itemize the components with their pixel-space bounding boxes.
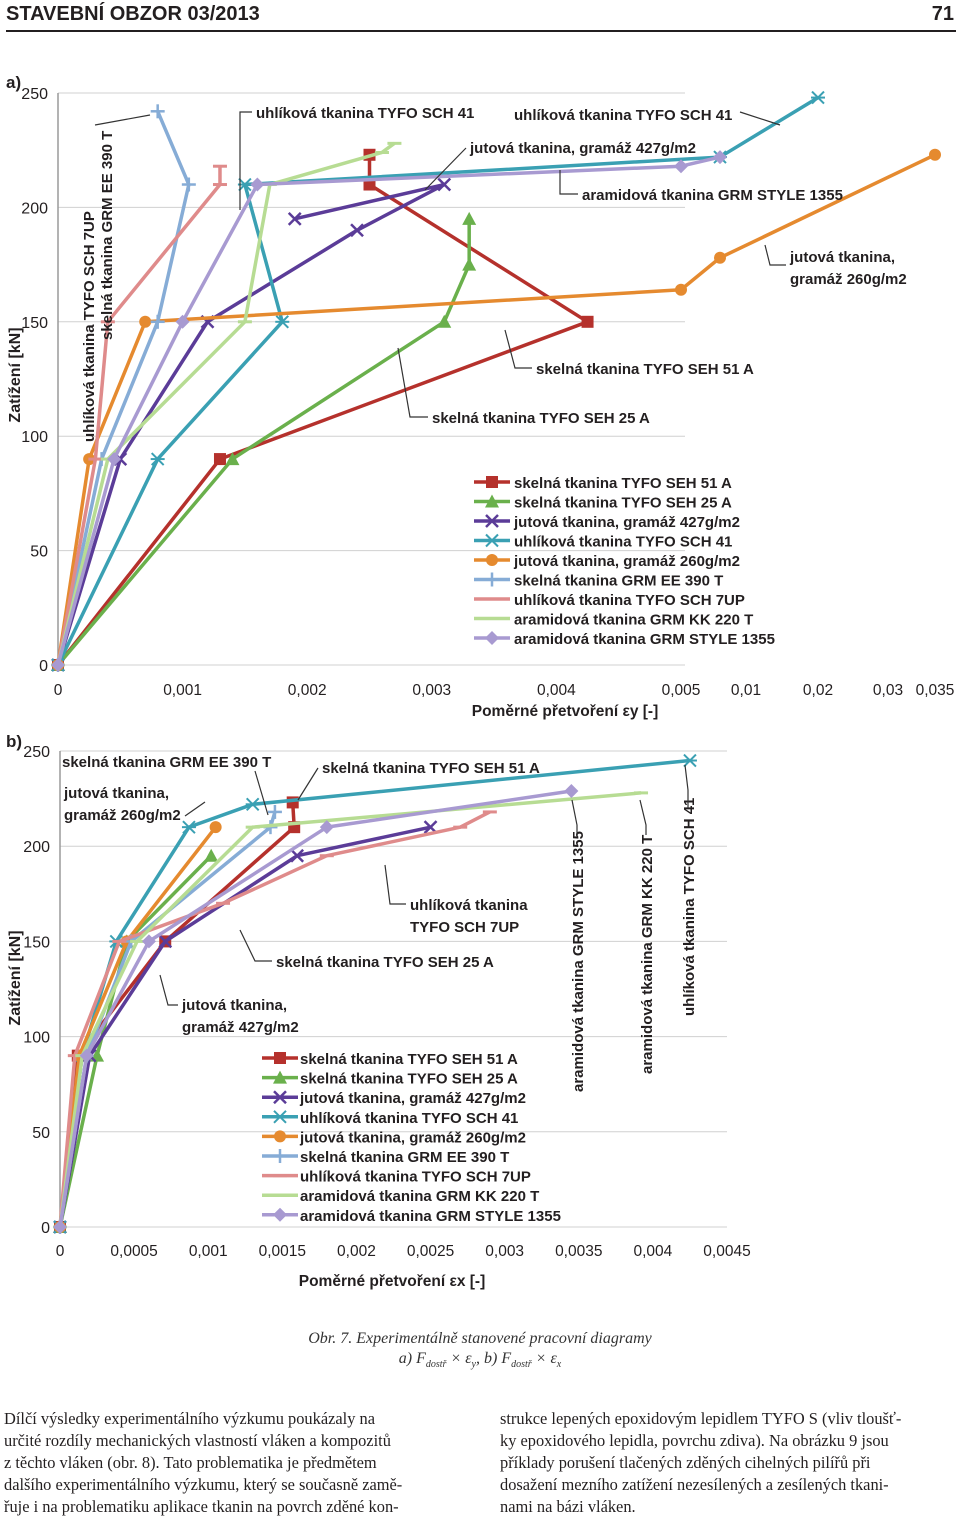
panel-label-b: b) [6,732,23,751]
data-point-a [582,316,594,328]
legend-marker-b [273,1149,287,1163]
data-point-a [351,224,363,236]
leader-line-b [385,865,406,904]
caption-times-b: × [535,1350,547,1367]
marker-square [274,1052,286,1064]
data-point-b [246,798,260,810]
x-tick-label-b: 0,0035 [555,1243,603,1260]
y-tick-label-b: 100 [23,1029,50,1047]
legend-label-a: skelná tkanina GRM EE 390 T [514,572,724,590]
caption-times-a: × [450,1350,462,1367]
data-point-b [268,805,282,819]
legend-label-b: skelná tkanina GRM EE 390 T [300,1149,510,1166]
annotation-seh51-a: skelná tkanina TYFO SEH 51 A [536,361,754,378]
y-tick-label-a: 0 [39,658,48,675]
data-point-a [462,212,476,225]
x-tick-label-a: 0,01 [730,682,762,699]
annotation-sch41-left-a: uhlíková tkanina TYFO SCH 41 [256,105,475,122]
legend-marker-a [485,573,499,587]
annotation-seh25-a: skelná tkanina TYFO SEH 25 A [432,410,650,427]
leader-line-a [740,112,780,125]
body-line: dalšího experimentálního výzkumu, který se současně zamě- [4,1475,403,1494]
leader-line-a [560,170,578,194]
annotation-sch41-right-a: uhlíková tkanina TYFO SCH 41 [514,107,733,124]
data-point-b [210,821,222,833]
caption-sub-a: dostř [425,1359,447,1371]
annotation-seh25-b: skelná tkanina TYFO SEH 25 A [276,954,494,971]
legend-label-b: jutová tkanina, gramáž 427g/m2 [300,1090,526,1108]
body-text-left [4,1408,459,1518]
x-tick-label-b: 0,004 [633,1243,673,1260]
legend-label-b: uhlíková tkanina TYFO SCH 41 [300,1109,519,1127]
panel-label-a: a) [6,73,22,92]
legend-label-b: uhlíková tkanina TYFO SCH 7UP [300,1168,531,1186]
leader-line-a [95,115,150,125]
legend-label-a: jutová tkanina, gramáž 260g/m2 [514,553,740,570]
journal-title: STAVEBNÍ OBZOR 03/2013 [6,3,260,25]
annotation-style1355-b: aramidová tkanina GRM STYLE 1355 [570,831,587,1092]
data-point-b [204,849,218,862]
data-point-a [151,315,165,329]
caption-sub-x: x [556,1359,562,1371]
body-text-right [500,1408,956,1518]
x-tick-label-a: 0,005 [661,682,701,699]
legend-marker-a [486,554,498,566]
legend-marker-b [273,1111,287,1123]
x-tick-label-a: 0,002 [287,682,327,699]
body-line: z těchto vláken (obr. 8). Tato problematika je předmětem [4,1453,377,1472]
caption-line-2 [0,1350,960,1370]
annotation-jute260-b2: gramáž 260g/m2 [64,807,181,824]
marker-circle [274,1130,286,1142]
marker-diamond [485,631,499,645]
marker-triangle [462,258,476,271]
marker-diamond [273,1208,287,1222]
data-point-a [151,104,165,118]
x-tick-label-a: 0,004 [537,682,576,699]
marker-diamond [250,178,264,192]
page-number: 71 [931,3,954,25]
figure-caption [0,1330,960,1370]
marker-square [214,453,226,465]
body-line: Dílčí výsledky experimentálního výzkumu poukázaly na [4,1409,375,1428]
data-point-a [675,284,687,296]
annotation-sch7up-b1: uhlíková tkanina [410,897,528,914]
annotation-sch7up-b2: TYFO SCH 7UP [410,919,520,936]
marker-diamond [176,315,190,329]
data-point-a [176,315,190,329]
x-tick-label-b: 0,0015 [258,1243,307,1260]
caption-b-label: , b) F [476,1350,512,1367]
marker-triangle [204,849,218,862]
y-tick-label-b: 0 [41,1220,50,1237]
legend-label-a: jutová tkanina, gramáž 427g/m2 [514,514,740,531]
leader-line-b [640,800,646,835]
data-point-b [564,784,578,798]
body-line: strukce lepených epoxidovým lepidlem TYFO S (vliv tloušť- [500,1409,902,1428]
legend-label-a: aramidová tkanina GRM KK 220 T [514,611,754,629]
data-point-a [250,178,264,192]
figure-charts [0,30,960,1340]
legend-marker-b [273,1208,287,1222]
data-point-a [139,316,151,328]
x-tick-label-a: 0,02 [802,682,834,699]
legend-marker-a [486,476,498,488]
data-point-a [151,453,165,465]
legend-label-a: aramidová tkanina GRM STYLE 1355 [514,631,775,648]
y-tick-label-a: 200 [21,200,48,218]
data-point-b [182,821,196,833]
leader-line-b [160,975,178,1005]
body-line: řuje i na problematiku aplikace tkanin na povrch zděné kon- [4,1497,399,1516]
x-tick-label-b: 0,0045 [703,1243,751,1260]
marker-circle [929,149,941,161]
body-line: nami na bázi vláken. [500,1497,636,1516]
annotation-sch41-b: uhlíková tkanina TYFO SCH 41 [681,797,698,1016]
marker-square [582,316,594,328]
legend-marker-a [485,535,499,547]
caption-eps-a: ε [465,1350,472,1367]
annotation-jute260-b1: jutová tkanina, [64,785,170,802]
y-tick-label-b: 250 [23,744,50,761]
annotation-jute260-a1: jutová tkanina, [790,249,896,266]
legend-label-a: uhlíková tkanina TYFO SCH 7UP [514,592,745,609]
x-tick-label-b: 0,003 [485,1243,525,1260]
marker-square [486,476,498,488]
leader-line-b [298,768,318,800]
x-tick-label-a: 0 [53,682,63,699]
page-header [6,2,956,32]
y-axis-label-b: Zatížení [kN] [7,930,24,1026]
x-tick-label-a: 0,001 [163,682,202,699]
legend-label-b: skelná tkanina TYFO SEH 25 A [300,1070,518,1088]
data-point-a [182,178,196,192]
y-tick-label-a: 150 [21,314,48,332]
annotation-style1355-a: aramidová tkanina GRM STYLE 1355 [582,187,843,204]
marker-circle [139,316,151,328]
legend-marker-b [274,1052,286,1064]
legend-label-a: skelná tkanina TYFO SEH 51 A [514,475,732,492]
legend-marker-a [485,631,499,645]
y-tick-label-a: 50 [30,543,48,561]
y-tick-label-b: 50 [32,1124,50,1142]
y-tick-label-a: 100 [21,429,48,447]
x-axis-label-b: Poměrné přetvoření εx [-] [298,1273,486,1290]
x-tick-label-a: 0,03 [872,682,904,699]
x-tick-label-a: 0,035 [915,682,955,699]
legend-label-b: jutová tkanina, gramáž 260g/m2 [300,1129,526,1147]
data-point-a [214,453,226,465]
y-tick-label-b: 200 [23,839,50,857]
data-point-a [462,258,476,271]
legend-label-a: uhlíková tkanina TYFO SCH 41 [514,533,733,551]
caption-a-label: a) F [398,1350,426,1367]
caption-sub-y: y [471,1359,476,1371]
annotation-seh51-b: skelná tkanina TYFO SEH 51 A [322,760,540,777]
data-point-a [714,252,726,264]
x-tick-label-b: 0,0005 [110,1243,158,1260]
legend-label-b: skelná tkanina TYFO SEH 51 A [300,1051,518,1068]
data-point-a [811,92,825,104]
leader-line-b [185,802,205,816]
x-tick-label-b: 0,0025 [406,1243,455,1260]
marker-circle [675,284,687,296]
leader-line-b [240,930,272,961]
legend-label-b: aramidová tkanina GRM KK 220 T [300,1188,540,1206]
marker-circle [486,554,498,566]
leader-line-b [572,800,577,835]
x-tick-label-a: 0,003 [412,682,452,699]
leader-line-a [765,245,786,265]
annotation-jute260-a2: gramáž 260g/m2 [790,271,907,288]
x-tick-label-b: 0,001 [188,1243,228,1260]
body-line: určité rozdíly mechanických vlastností vláken a kompozitů [4,1431,391,1450]
annotation-ee390-a: skelná tkanina GRM EE 390 T [99,130,116,340]
y-tick-label-a: 250 [21,86,48,103]
body-line: příklady porušení tlačených zděných cihelných pilířů při [500,1453,871,1472]
annotation-kk220-b: aramidová tkanina GRM KK 220 T [639,834,656,1074]
data-point-a [929,149,941,161]
legend-label-b: aramidová tkanina GRM STYLE 1355 [300,1207,561,1225]
y-axis-label-a: Zatížení [kN] [7,327,24,423]
annotation-sch7up-a: uhlíková tkanina TYFO SCH 7UP [81,211,98,442]
marker-triangle [462,212,476,225]
x-tick-label-b: 0,002 [337,1243,376,1260]
marker-diamond [564,784,578,798]
marker-circle [210,821,222,833]
legend-marker-b [274,1130,286,1142]
annotation-jute427-b2: gramáž 427g/m2 [182,1019,299,1036]
caption-sub-b: dostř [511,1359,532,1371]
y-tick-label-b: 150 [23,934,50,952]
caption-line-1: Obr. 7. Experimentálně stanovené pracovní diagramy [308,1330,652,1347]
caption-eps-b: ε [550,1350,557,1367]
annotation-jute427-a: jutová tkanina, gramáž 427g/m2 [470,140,696,157]
body-line: ky epoxidového lepidla, povrchu zdiva). Na obrázku 9 jsou [500,1431,889,1450]
data-point-b [683,755,697,767]
body-line: dosažení mezního zatížení nezesílených a zesílených tkani- [500,1475,889,1494]
annotation-ee390-b: skelná tkanina GRM EE 390 T [62,754,272,771]
legend-label-a: skelná tkanina TYFO SEH 25 A [514,494,732,512]
x-axis-label-a: Poměrné přetvoření εy [-] [471,703,659,720]
marker-circle [714,252,726,264]
annotation-jute427-b1: jutová tkanina, [182,997,288,1014]
x-tick-label-b: 0 [55,1243,65,1260]
